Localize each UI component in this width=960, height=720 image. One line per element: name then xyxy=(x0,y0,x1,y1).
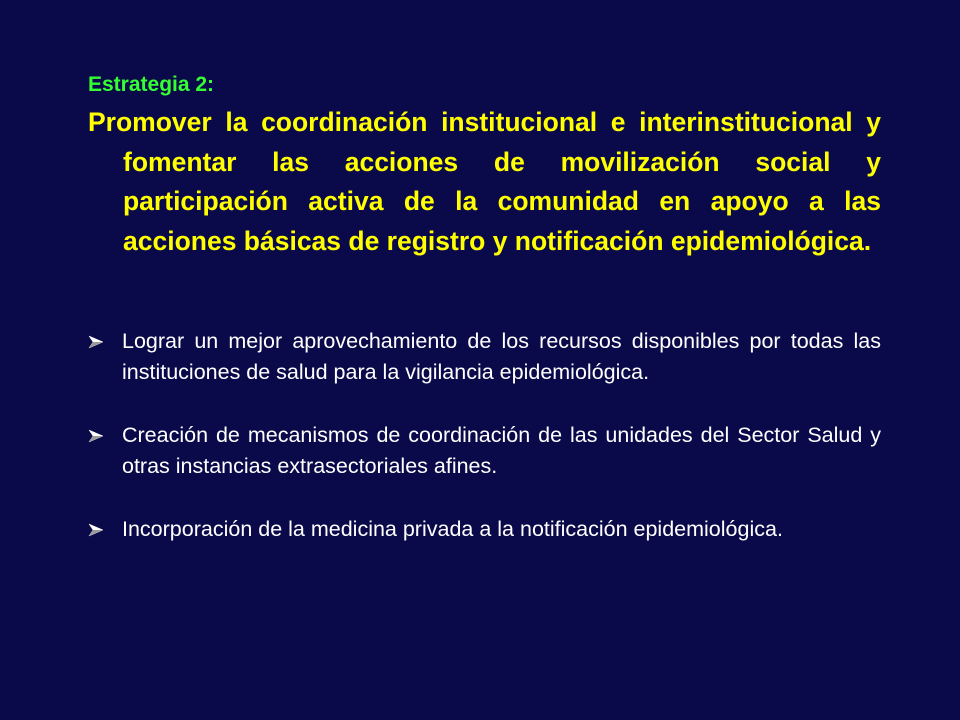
bullet-text: Incorporación de la medicina privada a la notificación epidemiológica. xyxy=(122,517,783,541)
arrow-bullet-icon xyxy=(88,335,104,349)
bullet-text: Lograr un mejor aprovechamiento de los recursos disponibles por todas las instituciones de salud para la vigilancia epidemiológica. xyxy=(122,329,881,384)
bullet-text: Creación de mecanismos de coordinación de las unidades del Sector Salud y otras instancias extrasectoriales afines. xyxy=(122,423,881,478)
strategy-heading: Estrategia 2: xyxy=(88,73,215,96)
bullet-list xyxy=(88,326,881,545)
arrow-bullet-icon xyxy=(88,429,104,443)
bullet-item xyxy=(88,420,881,482)
bullet-item xyxy=(88,514,881,545)
arrow-bullet-icon xyxy=(88,523,104,537)
strategy-statement: Promover la coordinación institucional e interinstitucional y fomentar las acciones de movilización social y participación activa de la comunidad en apoyo a las acciones básicas de registro y notificación epidemiológica. xyxy=(88,107,881,256)
bullet-item xyxy=(88,326,881,388)
